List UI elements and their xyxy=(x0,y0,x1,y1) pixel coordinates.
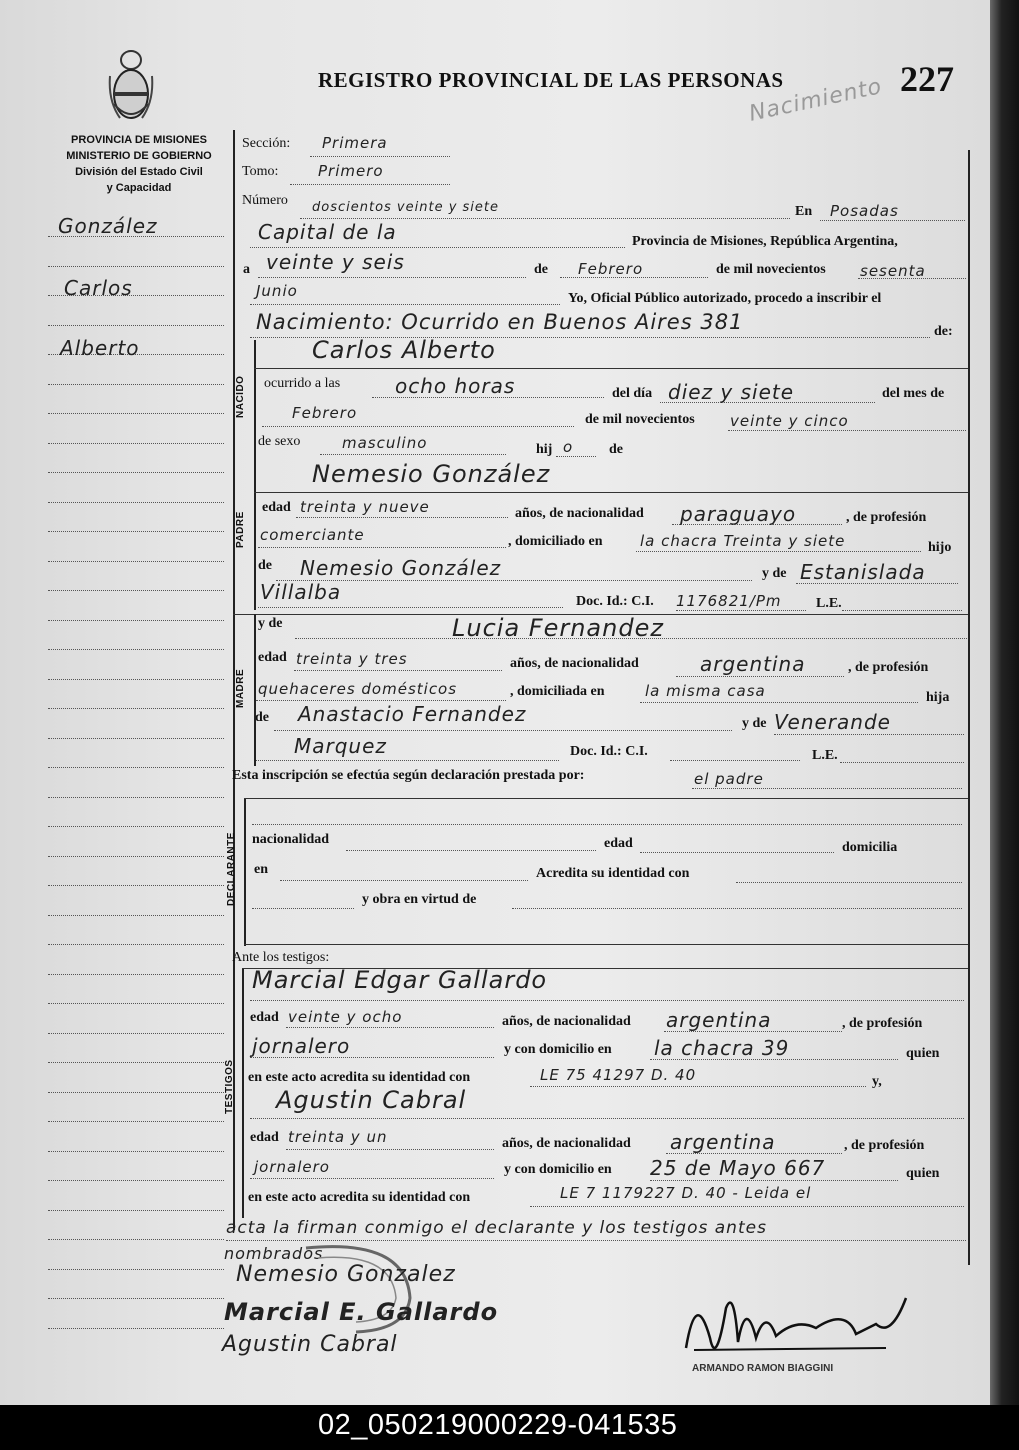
declaracion-por: el padre xyxy=(694,770,764,788)
madre-yde2-label: y de xyxy=(742,716,767,731)
margin-rule xyxy=(48,1003,224,1004)
numero-value: doscientos veinte y siete xyxy=(312,200,500,215)
nacido-de-label: de xyxy=(609,442,623,457)
padre-dom-value: la chacra Treinta y siete xyxy=(640,532,846,550)
madre-madre-de2-line xyxy=(256,760,559,761)
margin-rule xyxy=(48,826,224,827)
madre-nombre-line xyxy=(295,638,967,639)
madre-yde-label: y de xyxy=(258,616,283,631)
padre-le-label: L.E. xyxy=(816,596,842,611)
declarante-acredita-line xyxy=(736,882,962,883)
testigos-border xyxy=(242,968,244,1218)
declarante-obra-line xyxy=(512,908,962,909)
margin-rule xyxy=(48,1033,224,1034)
declarante-obra-label: y obra en virtud de xyxy=(362,892,477,907)
dia-value: diez y siete xyxy=(668,380,795,404)
madre-madre-de: Venerande xyxy=(774,710,891,734)
t2-prof-label: , de profesión xyxy=(844,1138,925,1153)
padre-hijo-label: hijo xyxy=(928,540,952,555)
mes-line xyxy=(560,277,708,278)
hij-line xyxy=(556,456,596,457)
padre-prof-label: , de profesión xyxy=(846,510,927,525)
hij-value: o xyxy=(563,438,574,456)
t2-edad-value: treinta y un xyxy=(288,1128,388,1146)
margin-rule xyxy=(48,1180,224,1181)
t1-nac-label: años, de nacionalidad xyxy=(502,1014,631,1029)
t1-doc-line xyxy=(530,1086,866,1087)
margin-rule xyxy=(48,1298,224,1299)
t2-quien-label: quien xyxy=(906,1166,940,1181)
seccion-line xyxy=(310,156,450,157)
madre-nombre: Lucia Fernandez xyxy=(452,614,664,642)
testigos-side-label: TESTIGOS xyxy=(224,1059,235,1114)
tomo-value: Primero xyxy=(318,162,384,180)
margin-rule xyxy=(48,1092,224,1093)
margin-rule xyxy=(48,266,224,267)
nacido-anio-line xyxy=(728,430,966,431)
madre-prof-line xyxy=(256,700,506,701)
margin-rule xyxy=(48,1328,224,1329)
t1-edad-line xyxy=(286,1027,494,1028)
cierre-line1: acta la firman conmigo el declarante y los testigos antes xyxy=(226,1218,767,1238)
registry-title: REGISTRO PROVINCIAL DE LAS PERSONAS xyxy=(318,68,784,92)
nacido-border xyxy=(254,340,256,460)
padre-madre-de: Estanislada xyxy=(800,560,926,584)
padre-nombre: Nemesio González xyxy=(312,460,551,488)
padre-padre-de: Nemesio González xyxy=(300,556,502,580)
declarante-acredita-label: Acredita su identidad con xyxy=(536,866,690,881)
seccion-label: Sección: xyxy=(242,136,291,151)
madre-le-label: L.E. xyxy=(812,748,838,763)
madre-padre-de: Anastacio Fernandez xyxy=(298,702,527,726)
hij-label: hij xyxy=(536,442,553,457)
office-line: MINISTERIO DE GOBIERNO xyxy=(66,150,212,162)
seccion-value: Primera xyxy=(322,134,388,152)
t1-dom-label: y con domicilio en xyxy=(504,1042,612,1057)
padre-doc-label: Doc. Id.: C.I. xyxy=(576,594,654,609)
declarante-border xyxy=(244,798,246,946)
yo-text: Yo, Oficial Público autorizado, procedo a inscribir el xyxy=(568,291,882,306)
margin-rule xyxy=(48,915,224,916)
padre-border xyxy=(254,460,256,610)
madre-edad-value: treinta y tres xyxy=(296,650,408,668)
en-value: Posadas xyxy=(830,202,899,220)
declaracion-label: Esta inscripción se efectúa según declaración prestada por: xyxy=(232,768,585,783)
t1-edad-value: veinte y ocho xyxy=(288,1008,403,1026)
margin-rule xyxy=(48,856,224,857)
padre-padre-de-line xyxy=(276,580,752,581)
declarante-en-line xyxy=(280,880,528,881)
margin-rule xyxy=(48,679,224,680)
t2-prof-value: jornalero xyxy=(254,1158,330,1176)
t1-dom-value: la chacra 39 xyxy=(654,1036,790,1060)
t1-acredita-label: en este acto acredita su identidad con xyxy=(248,1070,471,1085)
page-number: 227 xyxy=(900,59,954,99)
t2-nac-value: argentina xyxy=(670,1130,776,1154)
tomo-label: Tomo: xyxy=(242,164,279,179)
anio2-line xyxy=(250,304,560,305)
t1-nac-line xyxy=(664,1031,842,1032)
footer-bar xyxy=(0,1405,1019,1450)
nacido-anio-value: veinte y cinco xyxy=(730,412,849,430)
cierre-line2: nombrados xyxy=(224,1244,324,1263)
document-id: 02_050219000229-041535 xyxy=(318,1409,678,1441)
margin-rule xyxy=(48,561,224,562)
declarante-en-label: en xyxy=(254,862,268,877)
testigo2-nombre-line xyxy=(250,1118,964,1119)
margin-rule xyxy=(48,325,224,326)
margin-rule xyxy=(48,472,224,473)
margin-rule xyxy=(48,738,224,739)
office-line: PROVINCIA DE MISIONES xyxy=(71,134,207,146)
testigos-ante-label: Ante los testigos: xyxy=(232,950,330,965)
anio-value: sesenta xyxy=(860,262,926,280)
madre-dom-line xyxy=(640,702,918,703)
provincia-text: Provincia de Misiones, República Argentina, xyxy=(632,234,898,249)
t1-nac-value: argentina xyxy=(666,1008,772,1032)
declarante-bottom-line xyxy=(244,944,968,945)
padre-edad-line xyxy=(296,517,508,518)
margin-rule xyxy=(48,413,224,414)
margin-rule xyxy=(48,1062,224,1063)
margin-rule xyxy=(48,531,224,532)
t1-edad-label: edad xyxy=(250,1010,279,1025)
del-mes-label: del mes de xyxy=(882,386,945,401)
margin-rule xyxy=(48,1151,224,1152)
padre-doc-value: 1176821/Pm xyxy=(676,592,782,610)
madre-dom-value: la misma casa xyxy=(645,682,766,700)
t2-prof-line xyxy=(250,1178,494,1179)
de-label: de xyxy=(534,262,548,277)
padre-madre-de2: Villalba xyxy=(260,580,342,604)
padre-dom-label: , domiciliado en xyxy=(508,534,603,549)
madre-padre-de-line xyxy=(274,730,732,731)
madre-madre-de-line xyxy=(774,734,964,735)
coat-of-arms-icon xyxy=(108,46,154,126)
child-name-line xyxy=(254,368,968,369)
declarante-dom-label: domicilia xyxy=(842,840,898,855)
t2-doc-line xyxy=(530,1206,964,1207)
margin-surname: González xyxy=(58,214,158,238)
capital-line xyxy=(250,247,625,248)
t2-edad-label: edad xyxy=(250,1130,279,1145)
hora-line xyxy=(372,397,604,398)
firma-testigo2: Agustin Cabral xyxy=(222,1332,398,1357)
tomo-line xyxy=(290,184,450,185)
t1-prof-label: , de profesión xyxy=(842,1016,923,1031)
margin-first-name: Carlos xyxy=(64,276,133,300)
madre-edad-line xyxy=(294,670,502,671)
madre-hija-label: hija xyxy=(926,690,950,705)
dia-line xyxy=(660,402,875,403)
binding-edge xyxy=(990,0,1019,1405)
t2-nac-label: años, de nacionalidad xyxy=(502,1136,631,1151)
novecientos-label: de mil novecientos xyxy=(716,262,826,277)
en-label: En xyxy=(795,204,813,219)
office-heading xyxy=(48,132,230,196)
margin-rule xyxy=(48,620,224,621)
mes-value: Febrero xyxy=(578,260,644,278)
madre-prof-label: , de profesión xyxy=(848,660,929,675)
margin-rule xyxy=(48,974,224,975)
declarante-side-label: DECLARANTE xyxy=(226,832,237,906)
ocurrido-label: ocurrido a las xyxy=(264,376,341,391)
madre-nac-line xyxy=(676,676,844,677)
madre-dom-label: , domiciliada en xyxy=(510,684,605,699)
madre-doc-label: Doc. Id.: C.I. xyxy=(570,744,648,759)
padre-yde-label: y de xyxy=(762,566,787,581)
t2-acredita-label: en este acto acredita su identidad con xyxy=(248,1190,471,1205)
padre-nac-line xyxy=(672,524,842,525)
nacido-mes-line xyxy=(262,426,574,427)
madre-doc-line xyxy=(670,760,800,761)
padre-le-line xyxy=(842,610,962,611)
nacido-side-label: NACIDO xyxy=(235,375,246,418)
declaracion-line xyxy=(692,788,962,789)
madre-side-label: MADRE xyxy=(235,668,246,708)
firma-testigo1: Marcial E. Gallardo xyxy=(224,1298,499,1326)
madre-edad-label: edad xyxy=(258,650,287,665)
stamp-mark: Nacimiento xyxy=(746,74,885,127)
padre-edad-value: treinta y nueve xyxy=(300,498,430,516)
office-line: División del Estado Civil xyxy=(75,166,203,178)
madre-nac-value: argentina xyxy=(700,652,806,676)
office-line: y Capacidad xyxy=(106,182,172,194)
t1-prof-value: jornalero xyxy=(252,1034,351,1058)
hora-value: ocho horas xyxy=(395,374,516,398)
madre-de-label: de xyxy=(255,710,269,725)
madre-nac-label: años, de nacionalidad xyxy=(510,656,639,671)
t2-nac-line xyxy=(666,1153,842,1154)
anio-line xyxy=(858,278,966,279)
margin-rule xyxy=(48,944,224,945)
t1-y-label: y, xyxy=(872,1074,882,1089)
declarante-edad-label: edad xyxy=(604,836,633,851)
capital-value: Capital de la xyxy=(258,220,397,244)
t2-dom-value: 25 de Mayo 667 xyxy=(650,1156,826,1180)
padre-madre-de-line xyxy=(796,583,958,584)
margin-rule xyxy=(48,443,224,444)
padre-nombre-line xyxy=(254,492,968,493)
oficial-sello: ARMANDO RAMON BIAGGINI xyxy=(692,1363,834,1374)
margin-rule xyxy=(48,590,224,591)
sexo-label: de sexo xyxy=(258,434,301,449)
testigo1-nombre: Marcial Edgar Gallardo xyxy=(252,966,548,994)
margin-rule xyxy=(48,797,224,798)
de-colon: de: xyxy=(934,324,953,339)
margin-rule xyxy=(48,649,224,650)
numero-label: Número xyxy=(242,193,288,208)
padre-nac-label: años, de nacionalidad xyxy=(515,506,644,521)
a-label: a xyxy=(243,262,250,277)
padre-dom-line xyxy=(636,551,921,552)
declarante-name-line xyxy=(252,824,962,825)
nacido-mes-value: Febrero xyxy=(292,404,358,422)
acto-value: Nacimiento: Ocurrido en Buenos Aires 381 xyxy=(256,310,744,334)
child-name: Carlos Alberto xyxy=(312,336,496,364)
margin-second-name: Alberto xyxy=(60,336,140,360)
t2-edad-line xyxy=(286,1149,494,1150)
margin-rule xyxy=(48,885,224,886)
del-dia-label: del día xyxy=(612,386,653,401)
declarante-top-line xyxy=(244,798,968,799)
padre-prof-line xyxy=(258,547,506,548)
t1-prof-line xyxy=(250,1057,494,1058)
margin-rule xyxy=(48,384,224,385)
firma-declarante: Nemesio Gonzalez xyxy=(236,1262,456,1287)
margin-rule xyxy=(48,767,224,768)
t2-dom-label: y con domicilio en xyxy=(504,1162,612,1177)
margin-rule xyxy=(48,708,224,709)
madre-madre-de2: Marquez xyxy=(294,734,387,758)
main-border-right xyxy=(968,150,970,1265)
madre-border xyxy=(254,614,256,766)
margin-rule xyxy=(48,1121,224,1122)
margin-rule xyxy=(48,1269,224,1270)
en-line xyxy=(820,220,965,221)
padre-side-label: PADRE xyxy=(235,511,246,548)
t2-dom-line xyxy=(650,1180,898,1181)
anio2-value: Junio xyxy=(256,282,298,300)
t1-doc-value: LE 75 41297 D. 40 xyxy=(540,1066,697,1084)
t1-quien-label: quien xyxy=(906,1046,940,1061)
declarante-obra-pre-line xyxy=(252,908,354,909)
dia-letra-line xyxy=(258,277,526,278)
numero-line xyxy=(300,218,790,219)
declarante-edad-line xyxy=(640,852,834,853)
t2-doc-value: LE 7 1179227 D. 40 - Leida el xyxy=(560,1184,812,1202)
madre-le-line xyxy=(840,762,964,763)
padre-de-label: de xyxy=(258,558,272,573)
margin-rule xyxy=(48,1210,224,1211)
padre-doc-line xyxy=(676,610,806,611)
margin-rule xyxy=(48,502,224,503)
testigo1-nombre-line xyxy=(250,1000,964,1001)
nacido-novecientos: de mil novecientos xyxy=(585,412,695,427)
padre-nac-value: paraguayo xyxy=(680,502,797,526)
sexo-value: masculino xyxy=(342,434,428,452)
testigo2-nombre: Agustin Cabral xyxy=(276,1086,467,1114)
margin-rule xyxy=(48,1239,224,1240)
declarante-nac-label: nacionalidad xyxy=(252,832,330,847)
padre-edad-label: edad xyxy=(262,500,291,515)
padre-prof-value: comerciante xyxy=(260,526,365,544)
padre-madre-de2-line xyxy=(258,607,563,608)
madre-prof-value: quehaceres domésticos xyxy=(258,680,458,698)
sexo-line xyxy=(320,454,506,455)
t1-dom-line xyxy=(650,1059,898,1060)
declarante-nac-line xyxy=(346,850,596,851)
dia-letra-value: veinte y seis xyxy=(266,250,405,274)
